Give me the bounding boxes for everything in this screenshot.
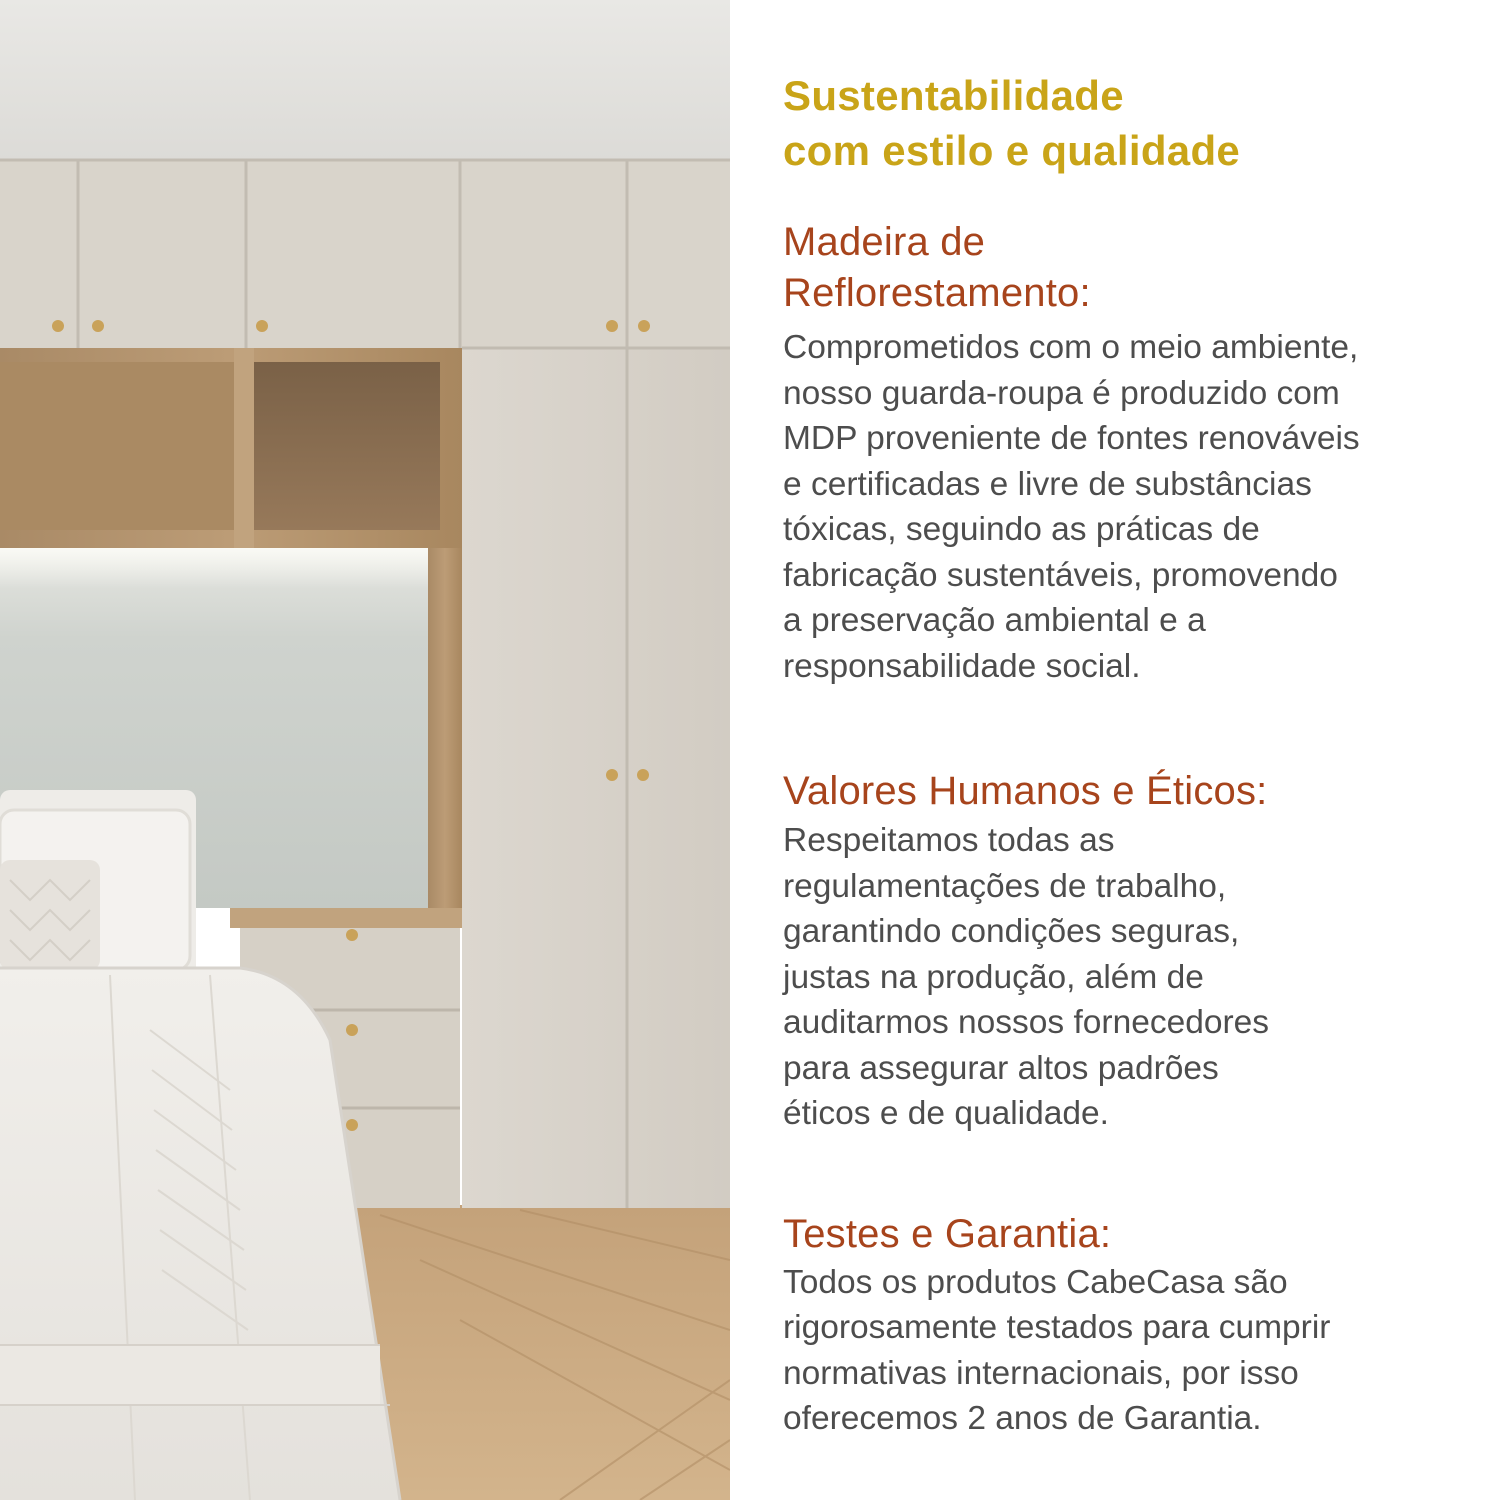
body-line: MDP proveniente de fontes renováveis xyxy=(783,420,1360,457)
section-title xyxy=(783,1209,1460,1260)
section-title-line: Testes e Garantia: xyxy=(783,1211,1112,1256)
bedroom-illustration xyxy=(0,0,730,1500)
product-photo xyxy=(0,0,730,1500)
section-reforestation xyxy=(783,217,1460,689)
body-line: Todos os produtos CabeCasa são xyxy=(783,1263,1288,1301)
body-line: nosso guarda-roupa é produzido com xyxy=(783,374,1340,412)
body-line: Respeitamos todas as xyxy=(783,822,1115,859)
headline-line-2: com estilo e qualidade xyxy=(783,127,1241,174)
body-line: responsabilidade social. xyxy=(783,647,1141,685)
body-line: garantindo condições seguras, xyxy=(783,913,1240,950)
body-line: justas na produção, além de xyxy=(783,958,1204,996)
section-body xyxy=(783,1260,1460,1442)
body-line: a preservação ambiental e a xyxy=(783,602,1206,639)
body-line: éticos e de qualidade. xyxy=(783,1095,1109,1132)
body-line: fabricação sustentáveis, promovendo xyxy=(783,556,1338,594)
headline-line-1: Sustentabilidade xyxy=(783,72,1124,119)
body-line: tóxicas, seguindo as práticas de xyxy=(783,511,1260,548)
section-body xyxy=(783,325,1460,689)
section-title xyxy=(783,217,1460,319)
body-line: oferecemos 2 anos de Garantia. xyxy=(783,1400,1262,1437)
headline xyxy=(783,68,1460,178)
body-line: regulamentações de trabalho, xyxy=(783,867,1227,905)
section-body xyxy=(783,818,1460,1137)
body-line: auditarmos nossos fornecedores xyxy=(783,1004,1270,1041)
body-line: e certificadas e livre de substâncias xyxy=(783,465,1312,503)
section-tests-warranty xyxy=(783,1209,1460,1442)
section-title xyxy=(783,766,1460,817)
section-title-line: Madeira de xyxy=(783,220,986,264)
section-title-line: Reflorestamento: xyxy=(783,271,1091,315)
section-human-values xyxy=(783,766,1460,1137)
section-title-line: Valores Humanos e Éticos: xyxy=(783,769,1268,813)
body-line: Comprometidos com o meio ambiente, xyxy=(783,329,1359,366)
body-line: rigorosamente testados para cumprir xyxy=(783,1309,1331,1346)
body-line: para assegurar altos padrões xyxy=(783,1049,1219,1087)
body-line: normativas internacionais, por isso xyxy=(783,1354,1299,1392)
text-panel xyxy=(730,0,1500,1500)
